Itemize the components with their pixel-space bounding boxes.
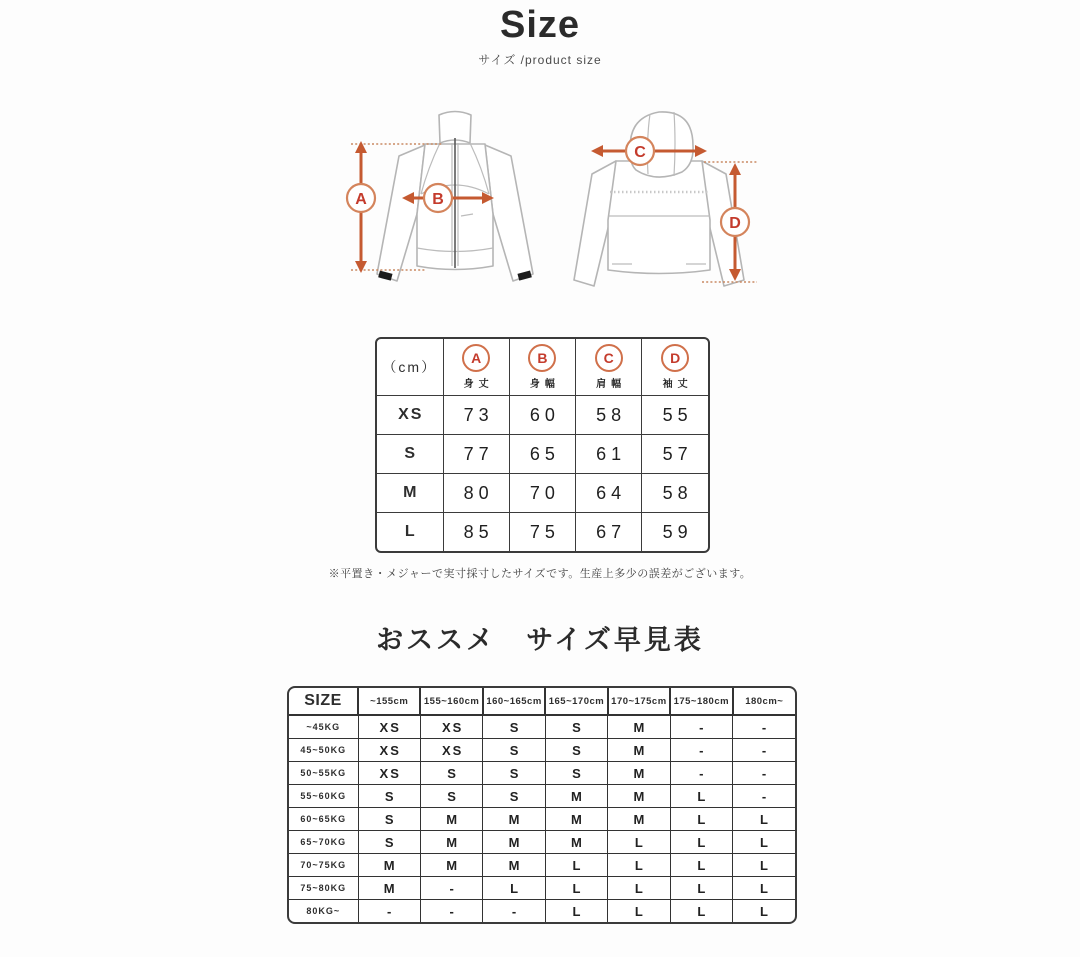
measurement-cell: 73 <box>443 396 509 435</box>
reco-size-cell: M <box>483 808 545 831</box>
size-row-label: L <box>377 513 443 552</box>
col-header-a <box>443 339 509 396</box>
reco-size-cell: XS <box>420 715 482 739</box>
measurement-cell: 64 <box>576 474 642 513</box>
height-col-header: 180cm~ <box>733 688 795 715</box>
measure-label-b: B <box>432 191 444 208</box>
size-row-m <box>377 474 708 513</box>
back-jacket-outline <box>574 112 744 286</box>
col-header-c <box>576 339 642 396</box>
reco-size-cell: L <box>483 877 545 900</box>
reco-size-cell: - <box>420 877 482 900</box>
measurement-cell: 61 <box>576 435 642 474</box>
size-row-xs <box>377 396 708 435</box>
reco-row <box>289 808 795 831</box>
reco-row <box>289 877 795 900</box>
reco-size-cell: M <box>608 808 670 831</box>
reco-size-cell: S <box>545 739 607 762</box>
measurement-cell: 67 <box>576 513 642 552</box>
measurement-cell: 85 <box>443 513 509 552</box>
reco-size-cell: XS <box>358 715 420 739</box>
reco-size-cell: M <box>545 831 607 854</box>
reco-size-cell: L <box>670 808 732 831</box>
col-name-a: 身丈 <box>463 379 494 390</box>
reco-size-cell: XS <box>420 739 482 762</box>
height-col-header: 170~175cm <box>608 688 670 715</box>
reco-size-cell: L <box>545 900 607 923</box>
reco-size-cell: S <box>420 785 482 808</box>
reco-row <box>289 831 795 854</box>
col-letter-b: B <box>528 344 556 372</box>
measurement-cell: 55 <box>642 396 708 435</box>
reco-size-cell: L <box>733 900 795 923</box>
size-row-label: M <box>377 474 443 513</box>
front-jacket-diagram <box>333 98 548 310</box>
reco-row <box>289 739 795 762</box>
reco-row <box>289 715 795 739</box>
corner-header-cell: SIZE <box>289 688 358 715</box>
height-col-header: 165~170cm <box>545 688 607 715</box>
reco-size-cell: M <box>608 785 670 808</box>
reco-size-cell: XS <box>358 762 420 785</box>
reco-size-cell: S <box>545 762 607 785</box>
weight-label: 50~55KG <box>289 762 358 785</box>
reco-row <box>289 785 795 808</box>
reco-size-cell: L <box>670 900 732 923</box>
reco-size-cell: S <box>483 785 545 808</box>
reco-size-cell: L <box>733 831 795 854</box>
reco-size-cell: M <box>608 762 670 785</box>
reco-size-cell: S <box>420 762 482 785</box>
reco-size-cell: L <box>670 831 732 854</box>
measurement-cell: 59 <box>642 513 708 552</box>
reco-size-cell: M <box>420 831 482 854</box>
page-title: Size <box>499 4 581 46</box>
reco-header-row <box>289 688 795 715</box>
unit-header-cell: （cm） <box>377 339 443 396</box>
reco-size-cell: L <box>608 900 670 923</box>
col-letter-a: A <box>462 344 490 372</box>
measurement-cell: 65 <box>509 435 575 474</box>
reco-size-cell: - <box>733 785 795 808</box>
reco-size-cell: M <box>608 715 670 739</box>
reco-size-cell: M <box>358 877 420 900</box>
reco-size-cell: M <box>483 831 545 854</box>
col-name-b: 身幅 <box>529 379 560 390</box>
weight-label: 75~80KG <box>289 877 358 900</box>
measurement-cell: 58 <box>576 396 642 435</box>
reco-size-cell: S <box>483 762 545 785</box>
height-col-header: ~155cm <box>358 688 420 715</box>
size-table <box>377 339 708 551</box>
measurement-note: ※平置き・メジャーで実寸採寸したサイズです。生産上多少の誤差がございます。 <box>328 568 752 580</box>
reco-size-cell: L <box>670 785 732 808</box>
reco-row <box>289 900 795 923</box>
weight-label: 55~60KG <box>289 785 358 808</box>
col-header-b <box>509 339 575 396</box>
reco-size-cell: S <box>483 739 545 762</box>
size-table-header-row <box>377 339 708 396</box>
reco-size-cell: L <box>608 877 670 900</box>
weight-label: 70~75KG <box>289 854 358 877</box>
col-name-c: 肩幅 <box>596 379 627 390</box>
recommendation-heading: おススメ サイズ早見表 <box>376 625 704 655</box>
reco-size-cell: M <box>358 854 420 877</box>
size-row-label: S <box>377 435 443 474</box>
reco-size-cell: L <box>545 877 607 900</box>
reco-size-cell: L <box>608 831 670 854</box>
measurement-cell: 60 <box>509 396 575 435</box>
measurement-cell: 80 <box>443 474 509 513</box>
weight-label: ~45KG <box>289 715 358 739</box>
reco-size-cell: S <box>358 831 420 854</box>
reco-size-cell: L <box>545 854 607 877</box>
recommendation-table <box>289 688 795 922</box>
col-name-d: 袖丈 <box>662 379 693 390</box>
reco-size-cell: M <box>545 808 607 831</box>
weight-label: 60~65KG <box>289 808 358 831</box>
reco-size-cell: - <box>670 715 732 739</box>
measurement-cell: 77 <box>443 435 509 474</box>
reco-size-cell: L <box>670 854 732 877</box>
size-row-s <box>377 435 708 474</box>
reco-size-cell: XS <box>358 739 420 762</box>
reco-size-cell: S <box>545 715 607 739</box>
size-row-l <box>377 513 708 552</box>
reco-size-cell: L <box>733 877 795 900</box>
reco-size-cell: M <box>545 785 607 808</box>
measure-label-a: A <box>355 191 367 208</box>
reco-size-cell: - <box>670 739 732 762</box>
reco-row <box>289 762 795 785</box>
measurement-cell: 70 <box>509 474 575 513</box>
reco-size-cell: S <box>483 715 545 739</box>
height-col-header: 160~165cm <box>483 688 545 715</box>
col-header-d <box>642 339 708 396</box>
reco-size-cell: L <box>733 808 795 831</box>
reco-row <box>289 854 795 877</box>
reco-size-cell: - <box>733 715 795 739</box>
reco-size-cell: M <box>483 854 545 877</box>
size-row-label: XS <box>377 396 443 435</box>
measurement-cell: 58 <box>642 474 708 513</box>
reco-size-cell: L <box>670 877 732 900</box>
weight-label: 45~50KG <box>289 739 358 762</box>
measure-label-d: D <box>729 215 741 232</box>
col-letter-d: D <box>661 344 689 372</box>
measurement-cell: 75 <box>509 513 575 552</box>
weight-label: 65~70KG <box>289 831 358 854</box>
reco-size-cell: S <box>358 785 420 808</box>
reco-size-cell: M <box>420 808 482 831</box>
reco-size-cell: - <box>483 900 545 923</box>
size-table-container <box>375 337 710 553</box>
reco-size-cell: - <box>358 900 420 923</box>
height-col-header: 175~180cm <box>670 688 732 715</box>
height-col-header: 155~160cm <box>420 688 482 715</box>
reco-size-cell: - <box>670 762 732 785</box>
reco-size-cell: - <box>733 762 795 785</box>
reco-size-cell: - <box>733 739 795 762</box>
reco-size-cell: M <box>608 739 670 762</box>
measurement-cell: 57 <box>642 435 708 474</box>
front-jacket-outline <box>377 112 533 282</box>
weight-label: 80KG~ <box>289 900 358 923</box>
measure-label-c: C <box>634 144 646 161</box>
reco-size-cell: S <box>358 808 420 831</box>
reco-size-cell: L <box>733 854 795 877</box>
reco-size-cell: M <box>420 854 482 877</box>
col-letter-c: C <box>595 344 623 372</box>
recommendation-table-container <box>287 686 797 924</box>
page-subtitle: サイズ /product size <box>478 53 602 67</box>
back-jacket-diagram <box>552 98 767 310</box>
reco-size-cell: L <box>608 854 670 877</box>
reco-size-cell: - <box>420 900 482 923</box>
